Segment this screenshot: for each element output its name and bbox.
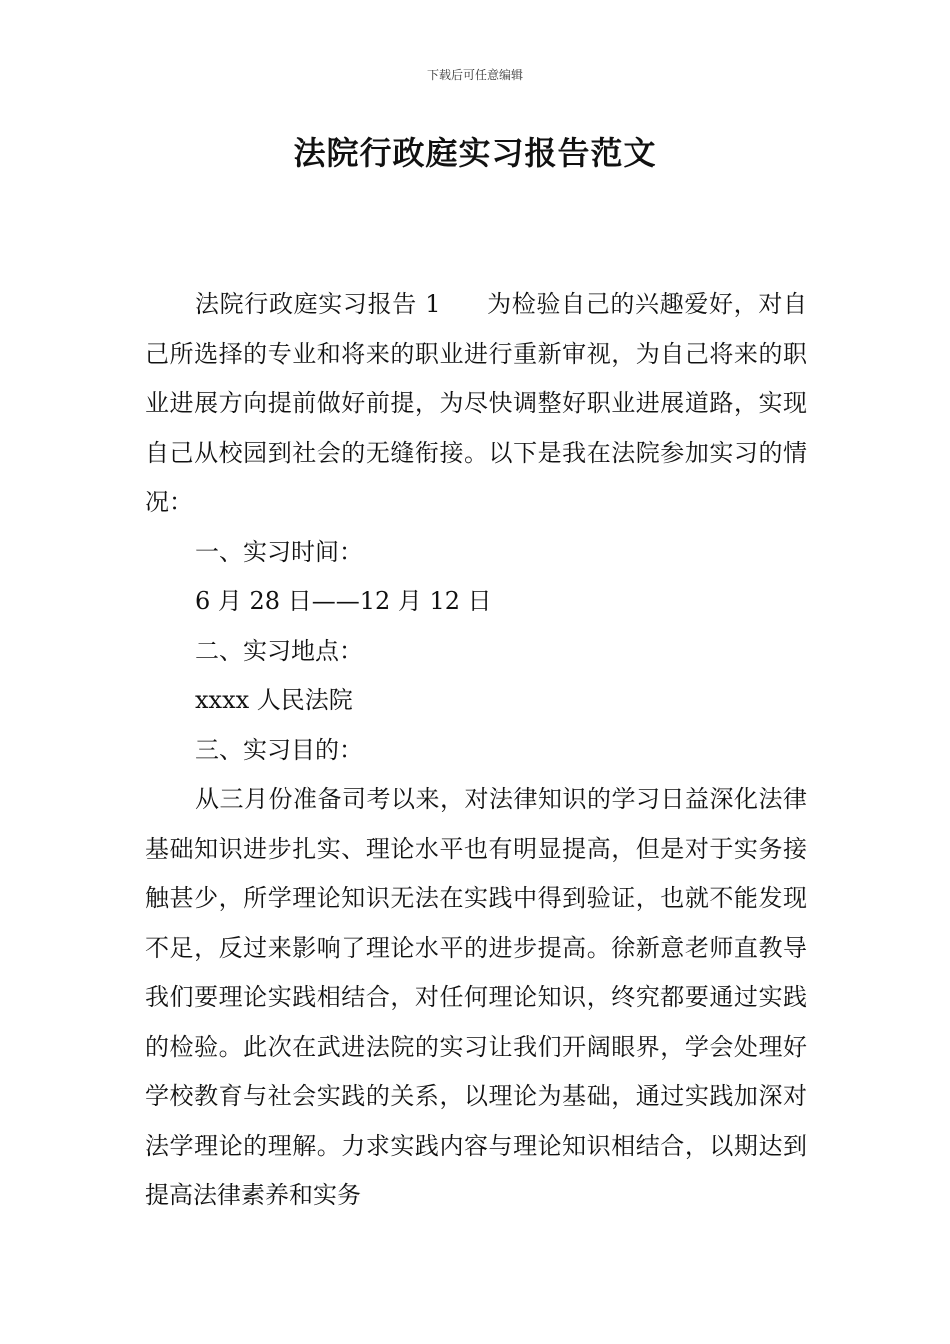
- internship-location: xxxx 人民法院: [195, 686, 353, 714]
- section-heading-location: 二、实习地点：: [195, 636, 363, 665]
- document-body: [145, 280, 807, 1221]
- purpose-paragraph: 从三月份准备司考以来，对法律知识的学习日益深化法律基础知识进步扎实、理论水平也有明显提高，但是对于实务接触甚少，所学理论知识无法在实践中得到验证，也就不能发现不足，反过来影响了理论水平的进步提高。徐新意老师直教导我们要理论实践相结合，对任何理论知识，终究都要通过实践的检验。此次在武进法院的实习让我们开阔眼界，学会处理好学校教育与社会实践的关系，以理论为基础，通过实践加深对法学理论的理解。力求实践内容与理论知识相结合，以期达到提高法律素养和实务: [145, 785, 807, 1209]
- intro-paragraph: [145, 280, 807, 528]
- intro-text: 为检验自己的兴趣爱好，对自己所选择的专业和将来的职业进行重新审视，为自己将来的职业进展方向提前做好前提，为尽快调整好职业进展道路，实现自己从校园到社会的无缝衔接。以下是我在法院参加实习的情况：: [145, 290, 807, 516]
- internship-dates: 6 月 28 日——12 月 12 日: [195, 587, 492, 615]
- document-title: 法院行政庭实习报告范文: [293, 134, 657, 172]
- section-heading-time: 一、实习时间：: [195, 537, 363, 566]
- intro-label: 法院行政庭实习报告 1: [195, 290, 441, 318]
- header-note: 下载后可任意编辑: [426, 68, 523, 82]
- section-heading-purpose: 三、实习目的：: [195, 735, 363, 764]
